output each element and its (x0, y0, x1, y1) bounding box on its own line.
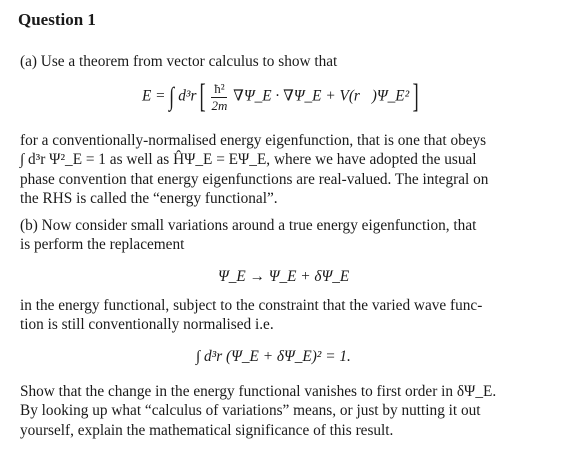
part-b-intro-line-2: is perform the replacement (20, 236, 185, 254)
part-b-intro (20, 216, 542, 255)
part-b-middle-line-1: in the energy functional, subject to the constraint that the varied wave func- (20, 297, 483, 314)
part-a-line-1: for a conventionally-normalised energy eigenfunction, that is one that obeys (20, 132, 487, 149)
part-a-intro-line: (a) Use a theorem from vector calculus to show that (20, 53, 338, 70)
energy-functional-equation (142, 78, 418, 116)
integral-sign: ∫ (169, 82, 175, 111)
part-a-text (20, 131, 542, 209)
part-b-final-line-2: By looking up what “calculus of variations” means, or just by nutting it out (20, 402, 481, 420)
part-b-final-line-1: Show that the change in the energy functional vanishes to first order in δΨ_E. (20, 383, 497, 400)
replacement-equation: Ψ_E → Ψ_E + δΨ_E (218, 268, 350, 285)
part-b-middle-line-2: tion is still conventionally normalised i.e. (20, 316, 274, 334)
part-b-final (20, 382, 542, 440)
eq-body: ∇Ψ_E · ∇Ψ_E + V(r⃗)Ψ_E² (233, 87, 410, 105)
part-a-line-4: the RHS is called the “energy functional”. (20, 190, 278, 208)
hbar-fraction (211, 82, 227, 113)
eq-lhs: E = (142, 87, 166, 105)
part-b-final-line-3: yourself, explain the mathematical significance of this result. (20, 421, 394, 439)
question-title: Question 1 (18, 10, 96, 29)
frac-denominator: 2m (211, 97, 228, 113)
left-bracket: [ (199, 78, 207, 115)
part-a-line-2: ∫ d³r Ψ²_E = 1 as well as ĤΨ_E = EΨ_E, where we have adopted the usual (20, 151, 477, 169)
part-a-line-3: phase convention that energy eigenfunctions are real-valued. The integral on (20, 170, 489, 188)
frac-numerator: ħ² (214, 80, 225, 96)
eq-measure: d³r (178, 87, 197, 105)
part-b-middle (20, 296, 542, 335)
normalisation-constraint-equation: ∫ d³r (Ψ_E + δΨ_E)² = 1. (196, 348, 351, 365)
right-bracket: ] (412, 78, 419, 115)
part-b-intro-line-1: (b) Now consider small variations around a true energy eigenfunction, that (20, 217, 477, 234)
part-a-intro (20, 52, 542, 71)
